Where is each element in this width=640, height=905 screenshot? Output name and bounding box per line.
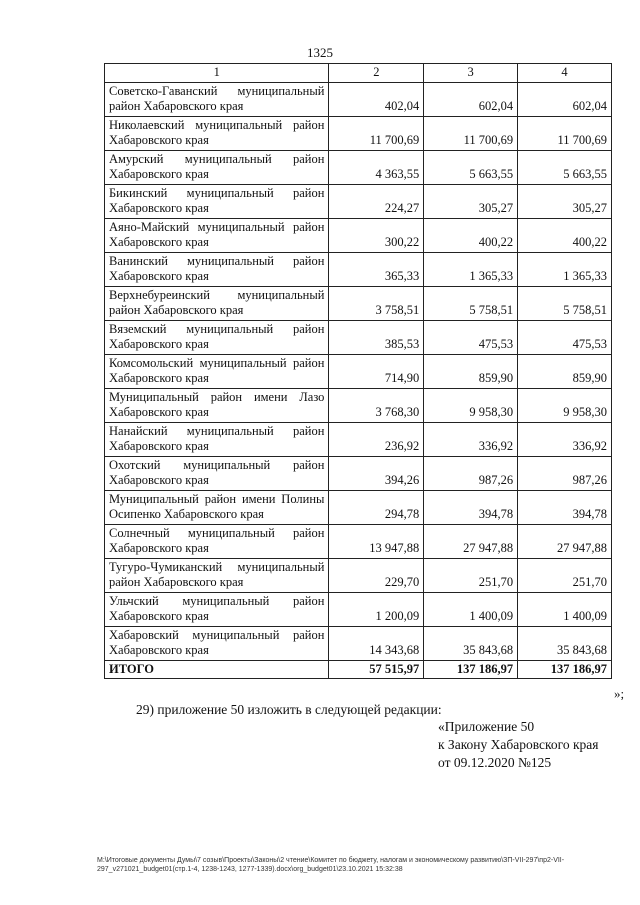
value-col3: 251,70 [424,558,518,592]
value-col4: 9 958,30 [518,388,612,422]
appendix-line: от 09.12.2020 №125 [438,755,552,770]
value-col3: 11 700,69 [424,116,518,150]
value-col4: 400,22 [518,218,612,252]
value-col2: 229,70 [329,558,424,592]
table-row [105,592,612,626]
value-col3: 475,53 [424,320,518,354]
value-col2: 224,27 [329,184,424,218]
value-col4: 1 400,09 [518,592,612,626]
column-header: 3 [424,64,518,83]
value-col3: 336,92 [424,422,518,456]
table-row [105,252,612,286]
table-row [105,116,612,150]
table-row [105,286,612,320]
value-col3: 35 843,68 [424,626,518,660]
value-col3: 1 365,33 [424,252,518,286]
table-row [105,82,612,116]
value-col2: 11 700,69 [329,116,424,150]
value-col3: 394,78 [424,490,518,524]
table-header-row [105,64,612,83]
value-col2: 4 363,55 [329,150,424,184]
district-name: Муниципальный район имени Полины Осипенко Хабаровского края [105,490,329,524]
table-row [105,150,612,184]
file-path-footer: М:\Итоговые документы Думы\7 созыв\Проекты\Законы\2 чтение\Комитет по бюджету, налогам и экономическому развитию\ЗП-VII-297\пр2-VII-297_v271021_budget01(стр.1-4, 1238-1243, 1277-1339).docx\org_budget01\23.10.2021 15:32:38 [97,857,565,873]
value-col4: 475,53 [518,320,612,354]
table-row [105,354,612,388]
appendix-line: к Закону Хабаровского края [438,737,599,752]
district-name: Нанайский муниципальный район Хабаровского края [105,422,329,456]
table-row [105,388,612,422]
value-col4: 5 663,55 [518,150,612,184]
district-name: Муниципальный район имени Лазо Хабаровского края [105,388,329,422]
table-row [105,524,612,558]
district-name: Ульчский муниципальный район Хабаровского края [105,592,329,626]
total-value-col2: 57 515,97 [329,660,424,679]
district-name: Комсомольский муниципальный район Хабаровского края [105,354,329,388]
value-col3: 305,27 [424,184,518,218]
district-name: Верхнебуреинский муниципальный район Хабаровского края [105,286,329,320]
value-col4: 859,90 [518,354,612,388]
district-name: Амурский муниципальный район Хабаровского края [105,150,329,184]
value-col3: 859,90 [424,354,518,388]
value-col3: 400,22 [424,218,518,252]
appendix-line: «Приложение 50 [438,719,535,734]
district-name: Ванинский муниципальный район Хабаровского края [105,252,329,286]
value-col2: 385,53 [329,320,424,354]
table-row [105,422,612,456]
table-row [105,456,612,490]
value-col4: 987,26 [518,456,612,490]
value-col2: 394,26 [329,456,424,490]
column-header: 2 [329,64,424,83]
value-col2: 236,92 [329,422,424,456]
value-col3: 27 947,88 [424,524,518,558]
value-col3: 5 758,51 [424,286,518,320]
total-value-col3: 137 186,97 [424,660,518,679]
total-label: ИТОГО [105,660,329,679]
district-name: Советско-Гаванский муниципальный район Хабаровского края [105,82,329,116]
table-body [105,82,612,660]
district-name: Охотский муниципальный район Хабаровского края [105,456,329,490]
value-col4: 35 843,68 [518,626,612,660]
table-row [105,558,612,592]
total-value-col4: 137 186,97 [518,660,612,679]
value-col4: 5 758,51 [518,286,612,320]
value-col2: 1 200,09 [329,592,424,626]
table-row [105,218,612,252]
value-col2: 294,78 [329,490,424,524]
value-col4: 251,70 [518,558,612,592]
value-col2: 300,22 [329,218,424,252]
column-header: 1 [105,64,329,83]
district-name: Хабаровский муниципальный район Хабаровского края [105,626,329,660]
value-col3: 987,26 [424,456,518,490]
value-col4: 305,27 [518,184,612,218]
column-header: 4 [518,64,612,83]
value-col3: 5 663,55 [424,150,518,184]
budget-table [104,63,612,679]
value-col2: 14 343,68 [329,626,424,660]
table-row [105,626,612,660]
value-col4: 27 947,88 [518,524,612,558]
table-row [105,184,612,218]
value-col3: 1 400,09 [424,592,518,626]
value-col4: 602,04 [518,82,612,116]
district-name: Вяземский муниципальный район Хабаровского края [105,320,329,354]
value-col2: 13 947,88 [329,524,424,558]
value-col2: 3 768,30 [329,388,424,422]
value-col4: 1 365,33 [518,252,612,286]
page-number: 1325 [307,45,333,60]
value-col2: 402,04 [329,82,424,116]
district-name: Тугуро-Чумиканский муниципальный район Хабаровского края [105,558,329,592]
total-row [105,660,612,679]
closing-quote: »; [614,686,625,701]
value-col4: 394,78 [518,490,612,524]
table-row [105,320,612,354]
value-col2: 714,90 [329,354,424,388]
district-name: Николаевский муниципальный район Хабаровского края [105,116,329,150]
value-col2: 3 758,51 [329,286,424,320]
district-name: Аяно-Майский муниципальный район Хабаровского края [105,218,329,252]
value-col3: 602,04 [424,82,518,116]
amendment-instruction: 29) приложение 50 изложить в следующей редакции: [136,702,442,717]
value-col3: 9 958,30 [424,388,518,422]
district-name: Бикинский муниципальный район Хабаровского края [105,184,329,218]
appendix-heading [438,718,599,772]
district-name: Солнечный муниципальный район Хабаровского края [105,524,329,558]
value-col4: 336,92 [518,422,612,456]
table-row [105,490,612,524]
value-col4: 11 700,69 [518,116,612,150]
value-col2: 365,33 [329,252,424,286]
